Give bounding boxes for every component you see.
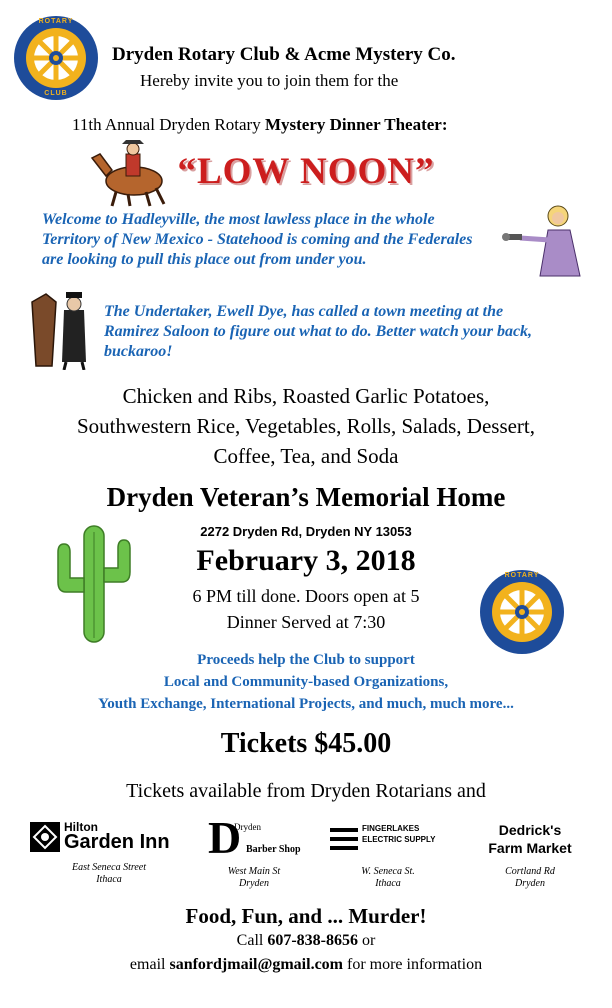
barber-logo-letter: D (208, 812, 242, 863)
sponsor-hilton-street: East Seneca Street (71, 862, 147, 873)
sponsor-dedricks-name2: Farm Market (488, 840, 572, 856)
proceeds-line-3: Youth Exchange, International Projects, and much, much more... (98, 696, 514, 712)
menu-line-3: Coffee, Tea, and Soda (213, 444, 399, 468)
footer-email-link[interactable]: sanfordjmail@gmail.com (169, 956, 343, 973)
lady-with-pistol-illustration (500, 200, 592, 280)
sponsor-hilton-name2: Garden Inn (64, 831, 170, 853)
rotary-logo-top (12, 14, 100, 102)
show-title: “LOW NOON” (177, 151, 435, 192)
menu-line-2: Southwestern Rice, Vegetables, Rolls, Salads, Dessert, (76, 414, 536, 438)
proceeds-line-2: Local and Community-based Organizations, (163, 674, 449, 690)
event-date: February 3, 2018 (196, 544, 416, 577)
sponsor-electric-name1: FINGERLAKES (362, 824, 420, 833)
rotary-logo-label-bottom: CLUB (44, 90, 68, 97)
hilton-logo-icon (30, 822, 60, 852)
footer-call-suffix: or (362, 932, 376, 949)
ticket-price: Tickets $45.00 (220, 728, 392, 759)
rotary-logo-right-label: ROTARY (504, 572, 540, 579)
undertaker-coffin-illustration (26, 292, 98, 370)
ticket-availability: Tickets available from Dryden Rotarians and (126, 780, 486, 802)
dinner-time: Dinner Served at 7:30 (226, 612, 386, 632)
sponsor-hilton-city: Ithaca (96, 874, 122, 885)
footer-call-line (0, 932, 612, 950)
sponsor-barber-name2: Barber Shop (246, 844, 301, 855)
story-paragraph-2: The Undertaker, Ewell Dye, has called a town meeting at the Ramirez Saloon to figure out what to do. Better watch your back, buckaroo! (104, 303, 533, 360)
event-line (72, 115, 448, 135)
sponsor-hilton (28, 820, 190, 890)
footer-email-prefix: email (129, 956, 166, 973)
sponsor-barber-city: Dryden (239, 878, 269, 889)
menu-line-1: Chicken and Ribs, Roasted Garlic Potatoes, (122, 384, 490, 408)
sponsor-electric-city: Ithaca (375, 878, 401, 889)
sponsor-dedricks-city: Dryden (515, 878, 545, 889)
footer-tagline: Food, Fun, and ... Murder! (185, 904, 427, 928)
sponsor-electric-street: W. Seneca St. (361, 866, 415, 877)
header-title: Dryden Rotary Club & Acme Mystery Co. (112, 44, 456, 65)
event-emph: Mystery Dinner Theater: (264, 115, 448, 134)
sponsor-hilton-name1: Hilton (64, 820, 98, 834)
sponsor-electric-name2: ELECTRIC SUPPLY (362, 835, 436, 844)
proceeds-line-1: Proceeds help the Club to support (197, 652, 415, 668)
sponsor-barber-street: West Main St (227, 866, 281, 877)
rotary-logo-right (478, 568, 566, 656)
event-prefix: 11th Annual Dryden Rotary (72, 115, 261, 134)
sponsor-electric (326, 818, 450, 894)
sponsor-barber-name1: Dryden (234, 822, 261, 832)
event-time: 6 PM till done. Doors open at 5 (192, 586, 420, 606)
sponsor-dedricks-street: Cortland Rd (505, 866, 555, 877)
electric-logo-icon (330, 826, 358, 852)
sponsor-barber (204, 814, 320, 894)
footer-email-suffix: for more information (347, 956, 483, 973)
rotary-logo-label: ROTARY (38, 18, 74, 25)
footer-phone[interactable]: 607-838-8656 (267, 932, 358, 949)
story-paragraph-1: Welcome to Hadleyville, the most lawless place in the whole Territory of New Mexico - Statehood is coming and the Federales are looking to pull this place out from under you. (42, 211, 473, 268)
venue-name: Dryden Veteran’s Memorial Home (106, 482, 506, 512)
footer-call-prefix: Call (236, 932, 264, 949)
header-invite: Hereby invite you to join them for the (140, 71, 399, 90)
sponsor-dedricks-name1: Dedrick's (498, 822, 562, 838)
venue-address: 2272 Dryden Rd, Dryden NY 13053 (200, 524, 412, 539)
footer-email-line (0, 956, 612, 974)
sponsor-dedricks (468, 822, 592, 894)
